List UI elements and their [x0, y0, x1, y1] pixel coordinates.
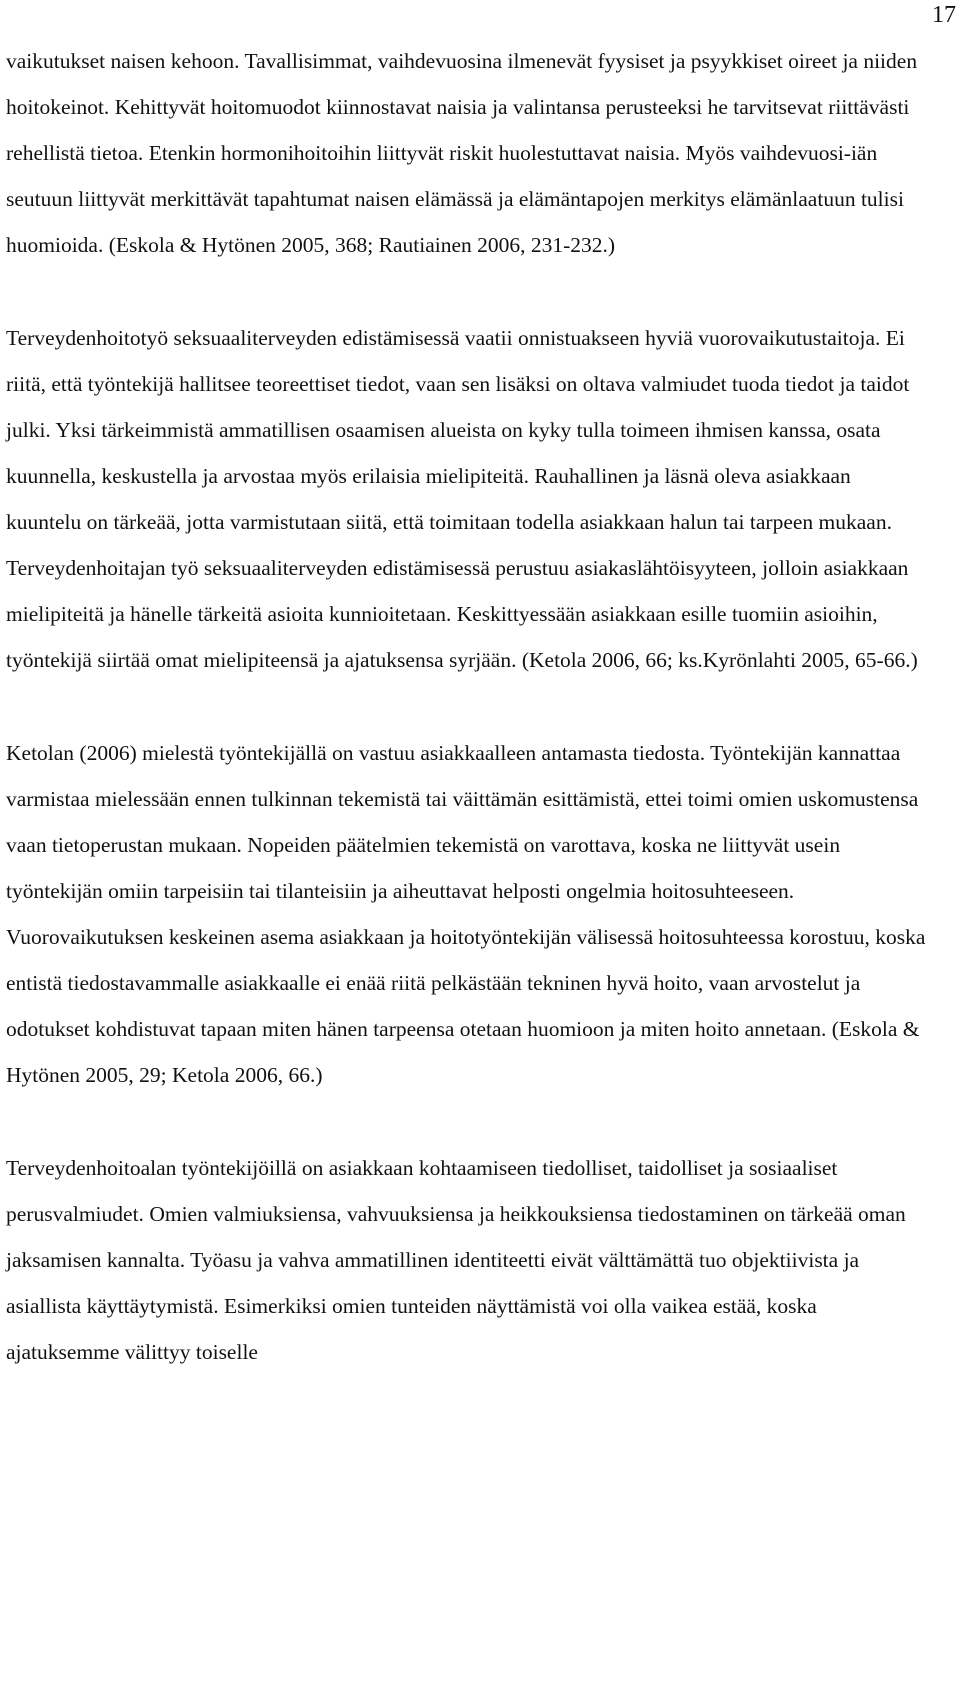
citation: (Ketola 2006, 66; ks.Kyrönlahti 2005, 65-66.) — [521, 648, 918, 672]
sentence: Nopeiden päätelmien tekemistä on varottava, koska ne liittyvät usein työntekijän omiin tarpeisiin tai tilanteisiin ja aiheuttavat helposti ongelmia hoitosuhteeseen. — [6, 833, 841, 903]
sentence: Etenkin hormonihoitoihin liittyvät riskit huolestuttavat naisia. — [148, 141, 681, 165]
sentence: Työntekijän kannattaa varmistaa mielessään ennen tulkinnan tekemistä tai väittämän esittämistä, ettei toimi omien uskomustensa vaan tietoperustan mukaan. — [6, 741, 919, 857]
sentence: Terveydenhoitoalan työntekijöillä on asiakkaan kohtaamiseen tiedolliset, taidolliset ja sosiaaliset perusvalmiudet. — [6, 1156, 838, 1226]
sentence: Ketolan (2006) mielestä työntekijällä on vastuu asiakkaalleen antamasta tiedosta. — [6, 741, 706, 765]
sentence: Työasu ja vahva ammatillinen identiteetti eivät välttämättä tuo objektiivista ja asiallista käyttäytymistä. — [6, 1248, 860, 1318]
paragraph-1 — [6, 38, 930, 268]
sentence: Vuorovaikutuksen keskeinen asema asiakkaan ja hoitotyöntekijän välisessä hoitosuhteessa korostuu, koska entistä tiedostavammalle asiakkaalle ei enää riitä pelkästään tekninen hyvä hoito, vaan arvostelut ja odotukset kohdistuvat tapaan miten hänen tarpeensa otetaan huomioon ja miten hoito annetaan. — [6, 925, 926, 1041]
citation: (Eskola & Hytönen 2005, 29; Ketola 2006, 66.) — [6, 1017, 920, 1087]
sentence: Kehittyvät hoitomuodot kiinnostavat naisia ja valintansa perusteeksi he tarvitsevat riittävästi rehellistä tietoa. — [6, 95, 910, 165]
sentence: Yksi tärkeimmistä ammatillisen osaamisen alueista on kyky tulla toimeen ihmisen kanssa, osata kuunnella, keskustella ja arvostaa myös erilaisia mielipiteitä. — [6, 418, 881, 488]
sentence: Myös vaihdevuosi-iän seutuun liittyvät merkittävät tapahtumat naisen elämässä ja elämäntapojen merkitys elämänlaatuun tulisi huomioida. — [6, 141, 904, 257]
sentence: Keskittyessään asiakkaan esille tuomiin asioihin, työntekijä siirtää omat mielipiteensä ja ajatuksensa syrjään. — [6, 602, 878, 672]
page-number: 17 — [932, 2, 956, 28]
sentence: Ei riitä, että työntekijä hallitsee teoreettiset tiedot, vaan sen lisäksi on oltava valmiudet tuoda tiedot ja taidot julki. — [6, 326, 910, 442]
body-text — [6, 38, 930, 1375]
paragraph-3 — [6, 730, 930, 1098]
citation: (Eskola & Hytönen 2005, 368; Rautiainen 2006, 231-232.) — [108, 233, 616, 257]
sentence: vaikutukset naisen kehoon. — [6, 49, 240, 73]
paragraph-4 — [6, 1145, 930, 1375]
sentence: Tavallisimmat, vaihdevuosina ilmenevät fyysiset ja psyykkiset oireet ja niiden hoitokeinot. — [6, 49, 918, 119]
sentence: Esimerkiksi omien tunteiden näyttämistä voi olla vaikea estää, koska ajatuksemme välittyy toiselle — [6, 1294, 817, 1364]
sentence: Omien valmiuksiensa, vahvuuksiensa ja heikkouksiensa tiedostaminen on tärkeää oman jaksamisen kannalta. — [6, 1202, 906, 1272]
sentence: Rauhallinen ja läsnä oleva asiakkaan kuuntelu on tärkeää, jotta varmistutaan siitä, että toimitaan todella asiakkaan halun tai tarpeen mukaan. — [6, 464, 892, 534]
sentence: Terveydenhoitajan työ seksuaaliterveyden edistämisessä perustuu asiakaslähtöisyyteen, jolloin asiakkaan mielipiteitä ja hänelle tärkeitä asioita kunnioitetaan. — [6, 556, 909, 626]
sentence: Terveydenhoitotyö seksuaaliterveyden edistämisessä vaatii onnistuakseen hyviä vuorovaikutustaitoja. — [6, 326, 881, 350]
paragraph-2 — [6, 315, 930, 683]
